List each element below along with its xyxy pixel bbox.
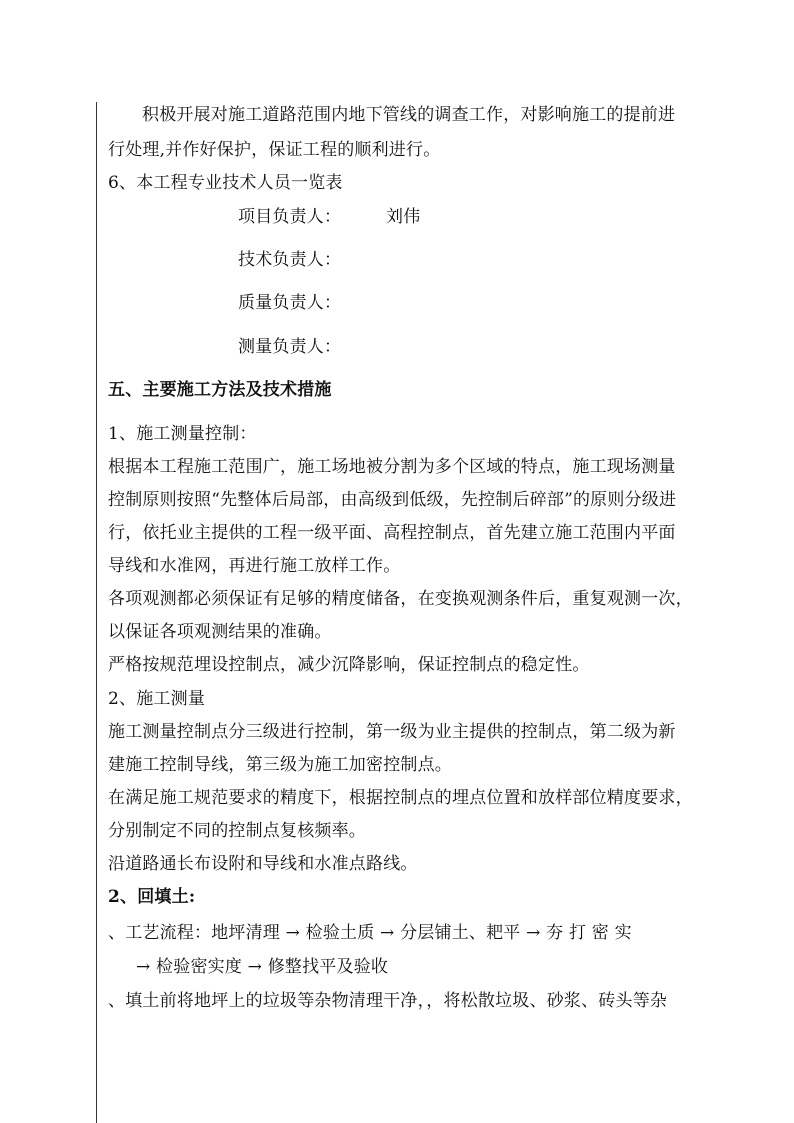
staff-role: 技术负责人： — [238, 250, 342, 270]
paragraph-line: 施工测量控制点分三级进行控制，第一级为业主提供的控制点，第二级为新 — [108, 722, 676, 742]
paragraph-line: 根据本工程施工范围广，施工场地被分割为多个区域的特点，施工现场测量 — [108, 457, 676, 477]
paragraph-line: 各项观测都必须保证有足够的精度储备，在变换观测条件后，重复观测一次， — [108, 589, 693, 609]
process-flow-line: → 检验密实度 → 修整找平及验收 — [136, 957, 389, 977]
paragraph-line: 分别制定不同的控制点复核频率。 — [108, 821, 366, 841]
item-heading: 6、本工程专业技术人员一览表 — [108, 173, 343, 193]
staff-role: 测量负责人： — [238, 337, 342, 357]
paragraph-line: 导线和水准网，再进行施工放样工作。 — [108, 556, 401, 576]
paragraph-line: 沿道路通长布设附和导线和水准点路线。 — [108, 854, 418, 874]
subsection-heading: 2、回填土: — [108, 887, 196, 907]
paragraph-line: 控制原则按照“先整体后局部，由高级到低级，先控制后碎部”的原则分级进 — [108, 490, 677, 510]
paragraph-line: 、填土前将地坪上的垃圾等杂物清理干净，，将松散垃圾、砂浆、砖头等杂 — [108, 991, 668, 1011]
paragraph-line: 行，依托业主提供的工程一级平面、高程控制点，首先建立施工范围内平面 — [108, 523, 676, 543]
paragraph-line: 积极开展对施工道路范围内地下管线的调查工作，对影响施工的提前进 — [142, 105, 676, 125]
left-margin-rule — [96, 102, 97, 1123]
paragraph-line: 以保证各项观测结果的准确。 — [108, 622, 332, 642]
staff-role: 质量负责人： — [238, 293, 342, 313]
subsection-heading: 1、施工测量控制： — [108, 424, 257, 444]
paragraph-line: 建施工控制导线，第三级为施工加密控制点。 — [108, 755, 452, 775]
paragraph-line: 行处理,并作好保护，保证工程的顺利进行。 — [108, 140, 441, 160]
staff-name: 刘伟 — [386, 207, 421, 227]
staff-role: 项目负责人： — [238, 207, 342, 227]
section-heading: 五、主要施工方法及技术措施 — [108, 380, 332, 400]
process-flow-line: 、工艺流程：地坪清理 → 检验土质 → 分层铺土、耙平 → 夯 打 密 实 — [108, 923, 632, 943]
paragraph-line: 在满足施工规范要求的精度下，根据控制点的埋点位置和放样部位精度要求， — [108, 788, 693, 808]
subsection-heading: 2、施工测量 — [108, 689, 206, 709]
paragraph-line: 严格按规范埋设控制点，减少沉降影响，保证控制点的稳定性。 — [108, 655, 590, 675]
